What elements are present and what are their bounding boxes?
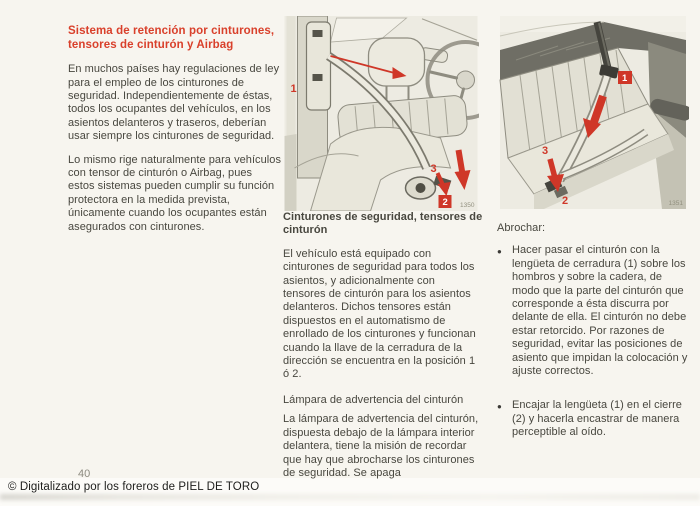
label-1: 1 xyxy=(290,83,297,95)
bullet-icon: ● xyxy=(497,402,502,412)
page-number: 40 xyxy=(78,468,91,480)
abrochar-heading: Abrochar: xyxy=(497,222,546,234)
left-column xyxy=(68,25,281,244)
paragraph: La lámpara de advertencia del cinturón, dispuesta debajo de la lámpara interior delantera, tiene la misión de recordar que hay que abrocharse los cinturones de seguridad. Se apaga xyxy=(283,413,479,479)
label-2: 2 xyxy=(562,195,569,207)
copyright-line: © Digitalizado por los foreros de PIEL DE TORO xyxy=(8,481,260,493)
front-seat-belt-figure xyxy=(283,16,479,211)
bullet-text: Hacer pasar el cinturón con la lengüeta de cerradura (1) sobre los hombros y sobre la cadera, de modo que la parte del cinturón que corresponde a ésta discurra por delante de ella. El cinturón no debe estar retorcido. Por razones de seguridad, evitar las posiciones de asiento que impidan la colocación y ajuste correctos. xyxy=(512,244,688,378)
bullet-item xyxy=(497,399,689,449)
lamp-subheading: Lámpara de advertencia del cinturón xyxy=(283,393,464,406)
paragraph: Lo mismo rige naturalmente para vehículos con tensor de cinturón o Airbag, pues estos sistemas pueden cumplir su función protectora en la medida prevista, únicamente cuando los ocupantes están asegurados con cinturones. xyxy=(68,153,281,233)
bullet-item xyxy=(497,244,689,388)
paragraph: En muchos países hay regulaciones de ley para el empleo de los cinturones de seguridad. Independientemente de éstas, todos los ocupantes del vehículos, en los asientos delanteros y traseros, deberían usar siempre los cinturones de seguridad. xyxy=(68,63,280,143)
bullet-icon: ● xyxy=(497,247,502,257)
subsection-title: Cinturones de seguridad, tensores de cinturón xyxy=(283,211,483,237)
section-title: Sistema de retención por cinturones, tensores de cinturón y Airbag xyxy=(68,25,275,51)
middle-column xyxy=(283,16,483,490)
scan-edge-shadow xyxy=(0,494,700,500)
figure-number: 1351 xyxy=(668,200,683,207)
right-column xyxy=(497,16,689,461)
label-3: 3 xyxy=(430,163,437,175)
label-3: 3 xyxy=(542,145,549,157)
bullet-text: Encajar la lengüeta (1) en el cierre (2) y hacerla encastrar de manera perceptible al oído. xyxy=(512,399,682,439)
paragraph: El vehículo está equipado con cinturones de seguridad para todos los asientos, y adicionalmente con tensores de cinturón para los asientos delanteros. Dichos tensores están dispuestos en el automatismo de enrollado de los cinturones y funcionan cuando la llave de la cerradura de la dirección se encuentra en la posición 1 ó 2. xyxy=(283,247,476,381)
label-1: 1 xyxy=(622,73,628,84)
figure-number: 1350 xyxy=(460,202,475,209)
rear-seat-belt-figure xyxy=(497,16,689,209)
label-2: 2 xyxy=(442,197,448,208)
